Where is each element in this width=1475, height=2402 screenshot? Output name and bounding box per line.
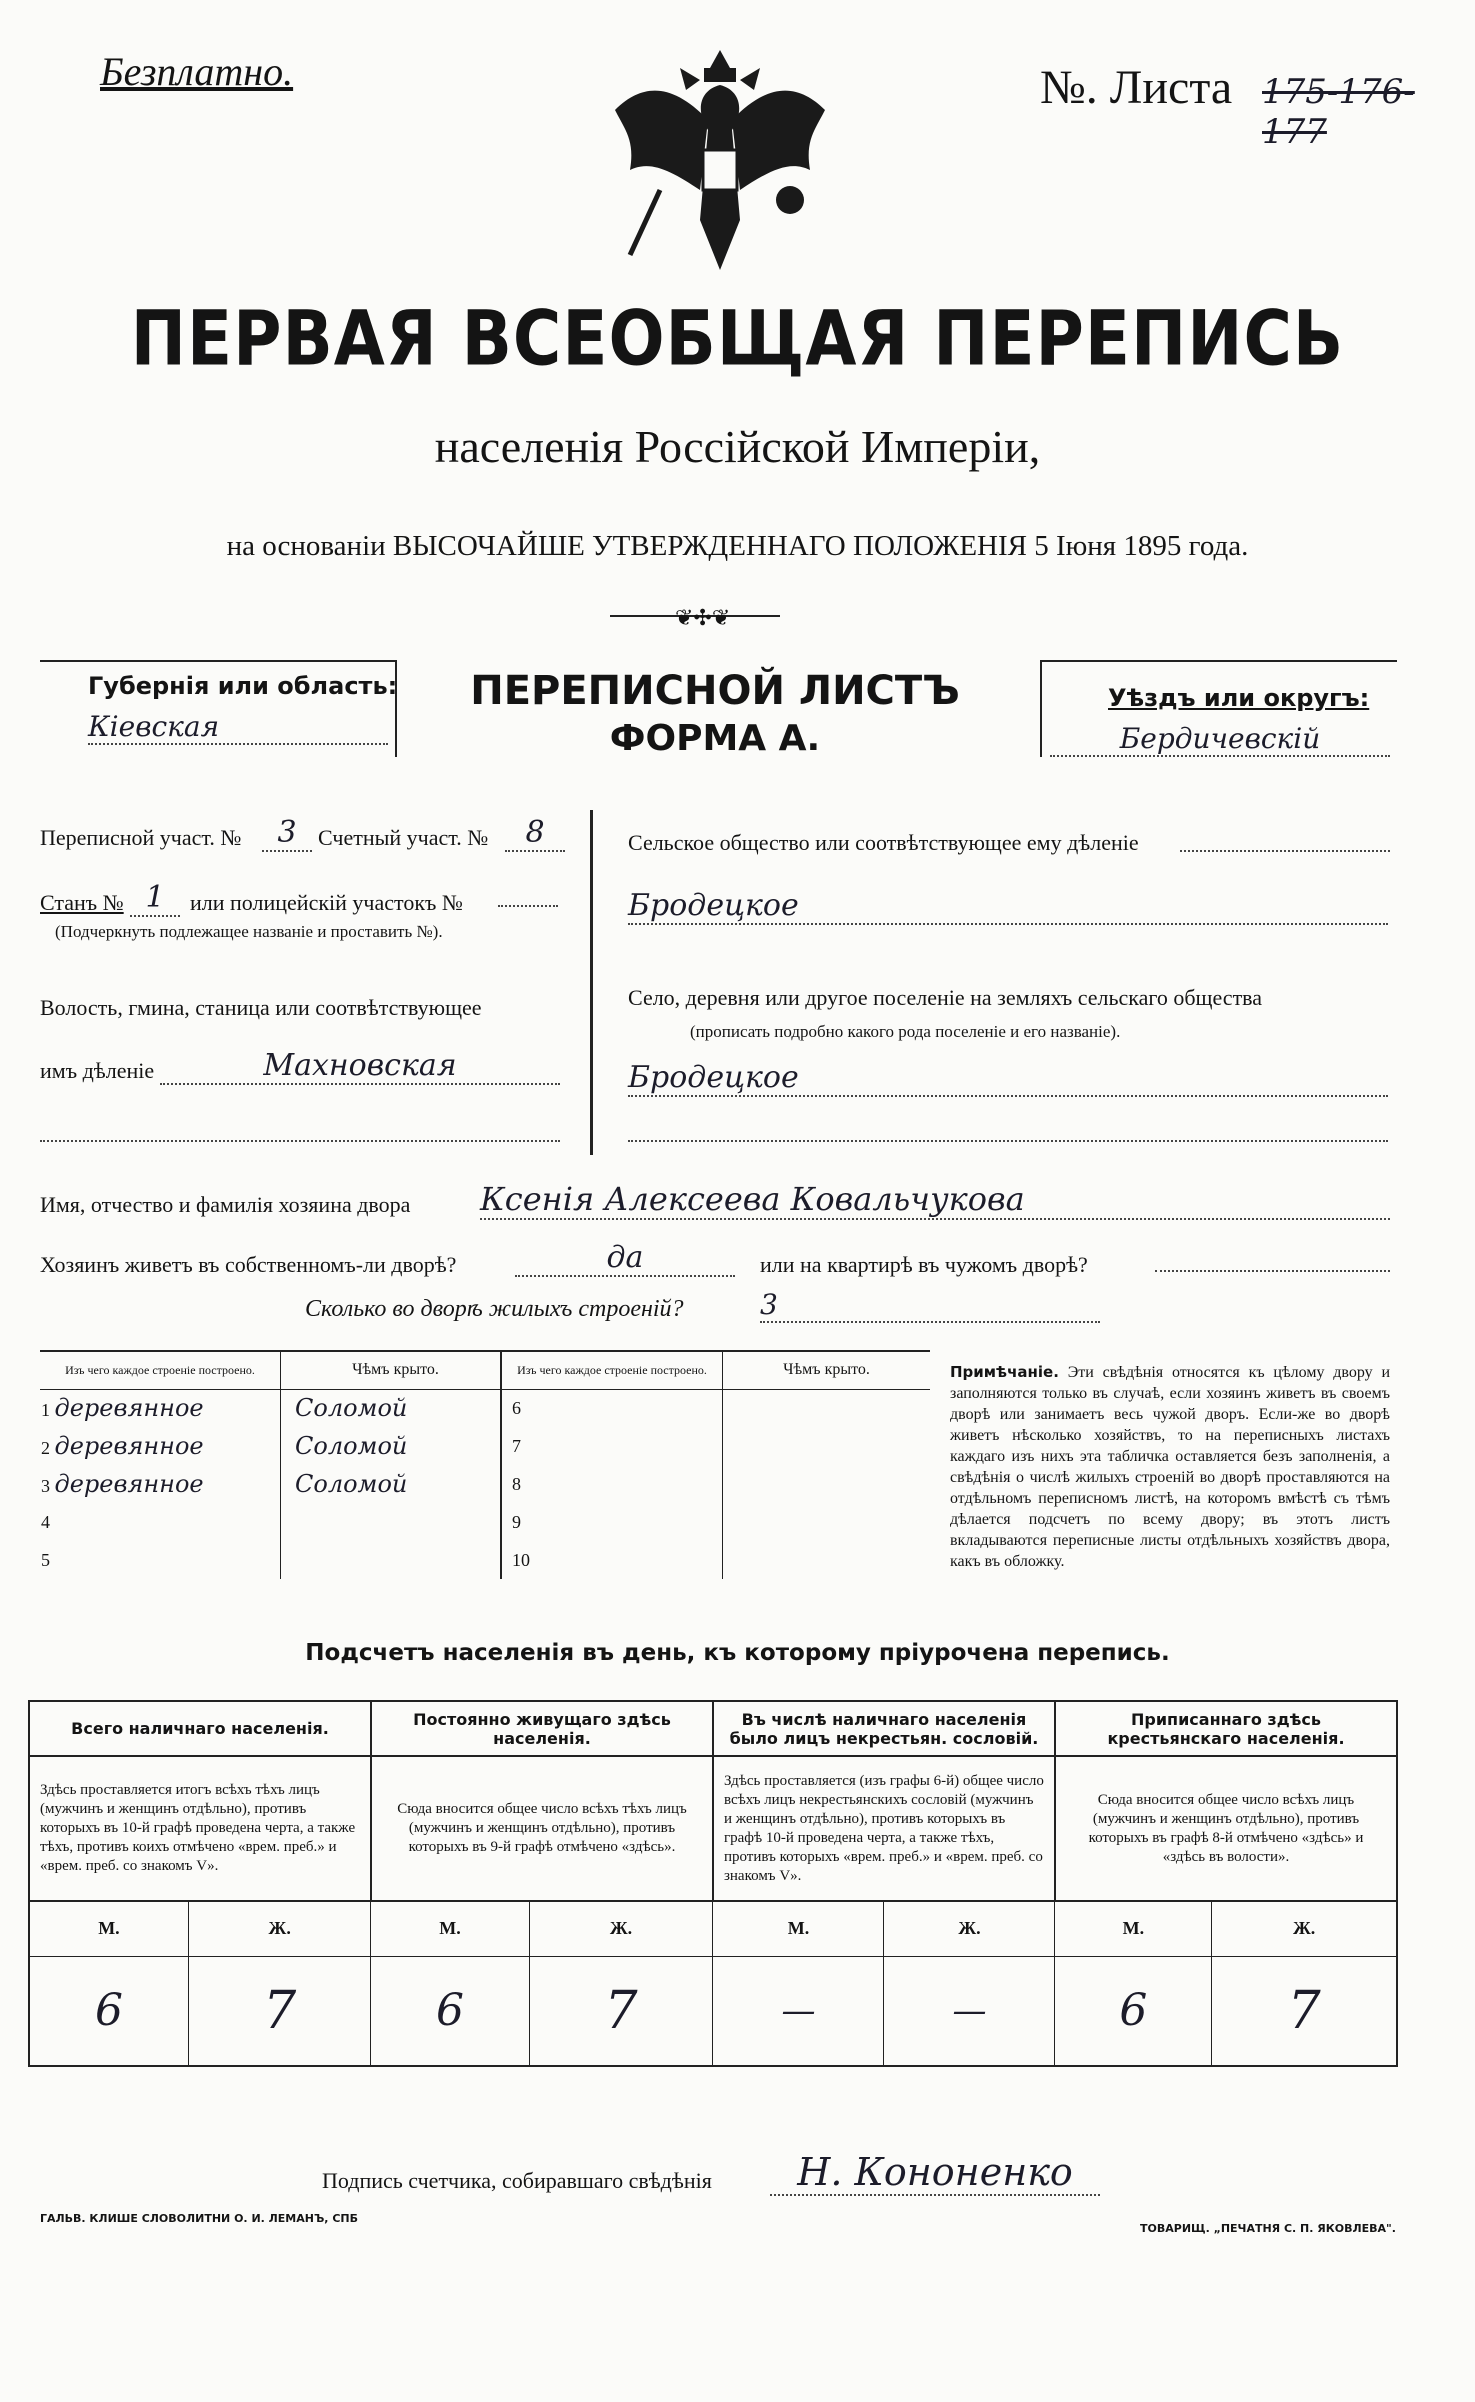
column-divider [590, 810, 593, 1155]
row-number: 1 [41, 1400, 50, 1421]
schet-value: 8 [505, 815, 565, 852]
table-row [501, 1541, 930, 1579]
roof-cell [281, 1503, 511, 1541]
stan-label: Станъ № [40, 890, 124, 915]
form-subtitle: ФОРМА А. [609, 718, 821, 759]
m-label: М. [713, 1901, 884, 1956]
owner-name-label: Имя, отчество и фамилія хозяина двора [40, 1192, 411, 1217]
owner-rent-line [1155, 1270, 1390, 1272]
row-number: 3 [41, 1476, 50, 1496]
printer-left: ГАЛЬВ. КЛИШЕ СЛОВОЛИТНИ О. И. ЛЕМАНЪ, СПБ [40, 2212, 358, 2225]
roof-cell: Соломой [295, 1470, 408, 1498]
table-row [40, 1465, 510, 1503]
m-label: М. [1055, 1901, 1212, 1956]
count-title: Подсчетъ населенія въ день, къ которому пріурочена перепись. [305, 1640, 1170, 1666]
sheet-number-value: 175-176-177 [1262, 72, 1415, 152]
selo-note: (прописать подробно какого рода поселеніе и его названіе). [690, 1022, 1121, 1041]
delenie-value: Махновская [160, 1048, 560, 1085]
registered-male-value: 6 [1055, 1956, 1212, 2066]
main-title: ПЕРВАЯ ВСЕОБЩАЯ ПЕРЕПИСЬ [130, 294, 1345, 383]
stan-value: 1 [130, 880, 180, 917]
table-row [501, 1427, 930, 1465]
table-row [501, 1503, 930, 1541]
buildings-question: Сколько во дворѣ жилыхъ строеній? [305, 1296, 684, 1322]
obshchestvo-label: Сельское общество или соотвѣтствующее ему дѣленіе [628, 830, 1139, 855]
note-title: Примѣчаніе. [950, 1363, 1059, 1381]
count-desc-permanent: Сюда вносится общее число всѣхъ тѣхъ лицъ (мужчинъ и женщинъ отдѣльно), противъ которыхъ въ 9-й графѣ отмѣчено «здѣсь». [371, 1756, 713, 1901]
table-row [501, 1465, 930, 1503]
roof-cell [281, 1541, 511, 1579]
f-label: Ж. [188, 1901, 371, 1956]
row-number: 8 [501, 1465, 723, 1503]
material-cell: деревянное [54, 1432, 204, 1460]
owner-name-value: Ксенія Алексеева Ковальчукова [480, 1180, 1390, 1220]
f-label: Ж. [884, 1901, 1055, 1956]
row-number: 7 [501, 1427, 723, 1465]
roof-cell: Соломой [295, 1432, 408, 1460]
note-text: Эти свѣдѣнія относятся къ цѣлому двору и заполняются только въ случаѣ, если хозяинъ живетъ въ своемъ дворѣ или занимаетъ весь чужой дворъ. Если-же во дворѣ живетъ нѣсколько хозяйствъ, то на переписныхъ листахъ каждаго изъ нихъ эта табличка оставляется безъ заполненія, а свѣдѣнія о числѣ жилыхъ строеній во дворѣ проставляются на отдѣльномъ переписномъ листѣ, на которомъ вмѣстѣ съ тѣмъ дѣлается подсчетъ по всему двору; въ этотъ листъ вкладываются переписные листы отдѣльныхъ хозяйствъ двора, какъ въ обложку. [950, 1364, 1391, 1570]
uezd-value: Бердичевскій [1050, 722, 1390, 757]
schet-label: Счетный участ. № [318, 825, 489, 850]
count-desc-non-peasant: Здѣсь проставляется (изъ графы 6-й) общее число всѣхъ лицъ некрестьянскихъ сословій (мужчинъ и женщинъ отдѣльно), противъ которыхъ въ графѣ 10-й проведена черта, а также тѣхъ, противъ которыхъ «врем. преб.» и «врем. преб. со знакомъ V». [713, 1756, 1055, 1901]
stan-rest: или полицейскій участокъ № [190, 890, 463, 915]
subtitle: населенія Россійской Имперіи, [434, 421, 1041, 472]
table-row [40, 1541, 510, 1579]
col-material-header-right: Изъ чего каждое строеніе построено. [501, 1351, 723, 1389]
uchast-label: Переписной участ. № [40, 825, 242, 850]
count-header-non-peasant: Въ числѣ наличнаго населенія было лицъ некрестьян. сословій. [713, 1701, 1055, 1756]
permanent-male-value: 6 [371, 1956, 529, 2066]
buildings-table-right [500, 1350, 930, 1579]
col-roof-header: Чѣмъ крыто. [281, 1351, 511, 1389]
col-roof-header-right: Чѣмъ крыто. [723, 1351, 931, 1389]
count-header-permanent: Постоянно живущаго здѣсь населенія. [371, 1701, 713, 1756]
count-header-total: Всего наличнаго населенія. [29, 1701, 371, 1756]
selo-value: Бродецкое [628, 1060, 1388, 1097]
buildings-table-left [40, 1350, 510, 1579]
row-number: 9 [501, 1503, 723, 1541]
count-header-registered: Приписаннаго здѣсь крестьянскаго населенія. [1055, 1701, 1397, 1756]
printer-right: ТОВАРИЩ. „ПЕЧАТНЯ С. П. ЯКОВЛЕВА". [1140, 2222, 1396, 2235]
delenie-extra-line [40, 1140, 560, 1142]
permanent-female-value: 7 [529, 1956, 713, 2066]
selo-label: Село, деревня или другое поселеніе на земляхъ сельскаго общества [628, 985, 1263, 1010]
row-number: 4 [41, 1511, 50, 1532]
table-row [40, 1503, 510, 1541]
imperial-eagle-emblem [600, 40, 840, 280]
guberniya-value: Кіевская [88, 710, 388, 745]
non-peasant-female-value: — [884, 1956, 1055, 2066]
f-label: Ж. [529, 1901, 713, 1956]
owner-rent-label: или на квартирѣ въ чужомъ дворѣ? [760, 1252, 1088, 1277]
total-male-value: 6 [29, 1956, 188, 2066]
ornament-glyph: ❦✣❦ [675, 605, 731, 630]
material-cell: деревянное [54, 1470, 204, 1498]
signature-value: Н. Кононенко [770, 2150, 1100, 2196]
buildings-value: 3 [760, 1288, 1100, 1323]
obshchestvo-value: Бродецкое [628, 888, 1388, 925]
m-label: М. [371, 1901, 529, 1956]
basis-line: на основаніи ВЫСОЧАЙШЕ УТВЕРЖДЕННАГО ПОЛОЖЕНІЯ 5 Іюня 1895 года. [226, 530, 1249, 562]
stan-number-line [498, 905, 558, 907]
owner-lives-label: Хозяинъ живетъ въ собственномъ-ли дворѣ? [40, 1252, 457, 1277]
row-number: 10 [501, 1541, 723, 1579]
row-number: 2 [41, 1438, 50, 1458]
stan-note: (Подчеркнуть подлежащее названіе и проставить №). [55, 922, 443, 941]
roof-cell: Соломой [295, 1394, 408, 1423]
m-label: М. [29, 1901, 188, 1956]
note-block [950, 1362, 1390, 1572]
delenie-label: имъ дѣленіе [40, 1058, 155, 1083]
col-material-header: Изъ чего каждое строеніе построено. [40, 1351, 281, 1389]
non-peasant-male-value: — [713, 1956, 884, 2066]
row-number: 5 [41, 1549, 50, 1570]
material-cell: деревянное [54, 1394, 204, 1423]
population-count-table [28, 1700, 1398, 2067]
free-label: Безплатно. [100, 49, 294, 94]
registered-female-value: 7 [1212, 1956, 1397, 2066]
owner-lives-value: да [515, 1240, 735, 1277]
total-female-value: 7 [188, 1956, 371, 2066]
table-row [501, 1389, 930, 1427]
uezd-label: Уѣздъ или округъ: [1108, 684, 1370, 712]
table-row [40, 1427, 510, 1465]
uchast-value: 3 [262, 815, 312, 852]
form-title: ПЕРЕПИСНОЙ ЛИСТЪ [470, 668, 960, 714]
row-number: 6 [501, 1389, 723, 1427]
count-desc-registered: Сюда вносится общее число всѣхъ лицъ (мужчинъ и женщинъ отдѣльно), противъ которыхъ въ графѣ 8-й отмѣчено «здѣсь» и «здѣсь въ волости». [1055, 1756, 1397, 1901]
count-desc-total: Здѣсь проставляется итогъ всѣхъ тѣхъ лицъ (мужчинъ и женщинъ отдѣльно), противъ которыхъ въ 10-й графѣ проведена черта, а также тѣхъ, противъ коихъ отмѣчено «врем. преб.» и «врем. преб. со знакомъ V». [29, 1756, 371, 1901]
table-row [40, 1389, 510, 1427]
signature-label: Подпись счетчика, собиравшаго свѣдѣнія [322, 2168, 712, 2193]
volost-label: Волость, гмина, станица или соотвѣтствующее [40, 995, 482, 1020]
obshchestvo-line [1180, 850, 1390, 852]
f-label: Ж. [1212, 1901, 1397, 1956]
sheet-number-label: №. Листа [1040, 61, 1233, 114]
guberniya-label: Губернія или область: [88, 672, 398, 700]
selo-extra-line [628, 1140, 1388, 1142]
